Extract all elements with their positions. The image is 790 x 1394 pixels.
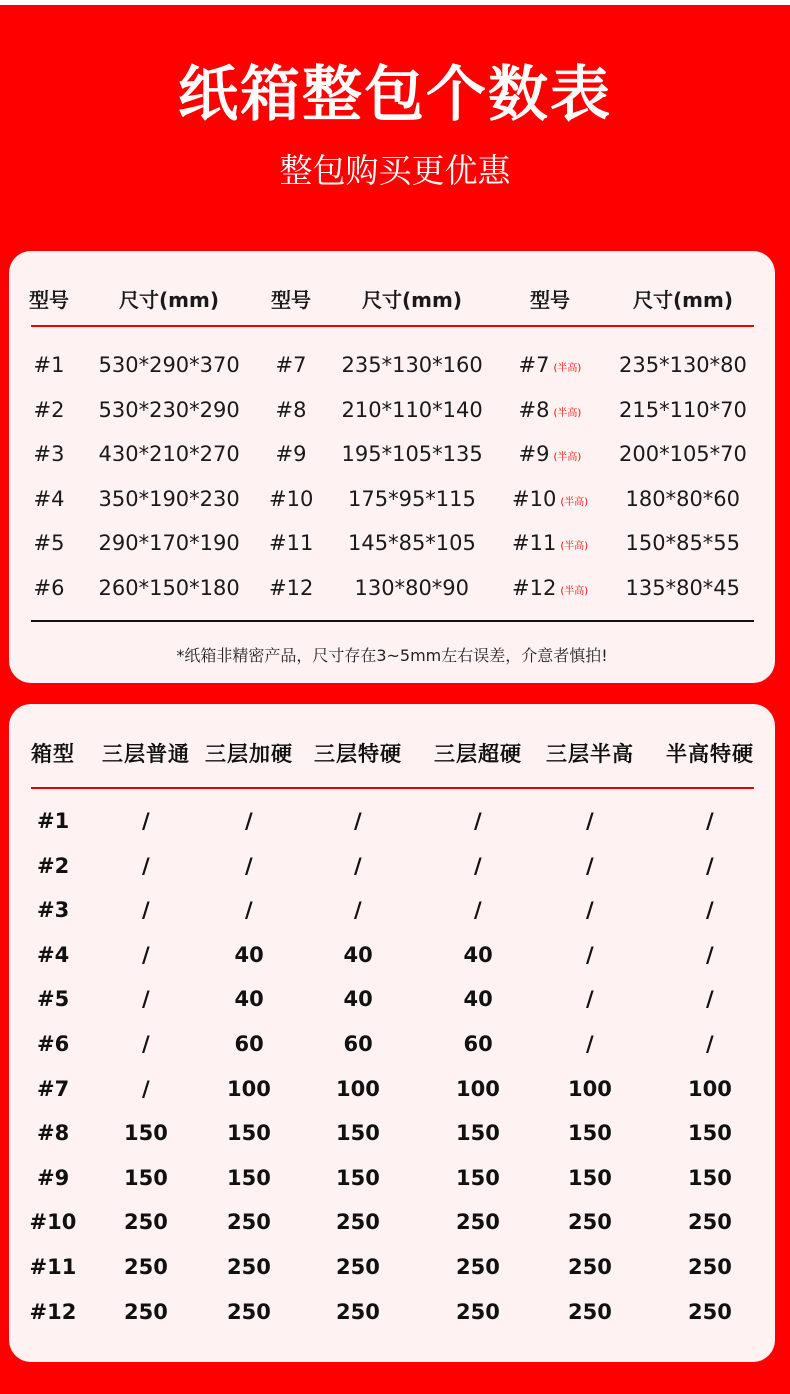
size-table-size: 195*105*135 — [341, 442, 483, 467]
size-table-model — [512, 531, 588, 555]
size-table-size: 135*80*45 — [625, 576, 741, 600]
model-number: #8 — [275, 397, 307, 422]
count-table-cell: 250 — [568, 1210, 612, 1235]
page-background — [0, 5, 790, 1394]
size-table-model — [34, 576, 65, 600]
model-number: #9 — [518, 442, 550, 467]
size-table-header: 型号 — [530, 287, 570, 312]
model-number: #12 — [269, 576, 314, 600]
count-table-box-type: #12 — [29, 1299, 77, 1324]
size-table-model — [512, 576, 588, 600]
count-table-cell: 150 — [227, 1165, 271, 1190]
model-number: #11 — [269, 531, 314, 556]
count-table-cell: / — [706, 1032, 714, 1056]
count-table-cell: 150 — [568, 1121, 612, 1146]
count-table-cell: 250 — [568, 1299, 612, 1324]
model-number: #5 — [33, 531, 65, 556]
size-table-model — [269, 531, 313, 555]
size-table-model — [276, 353, 307, 377]
size-table-header: 尺寸(mm) — [633, 287, 733, 312]
model-number: #7 — [275, 353, 307, 377]
size-table-size: 260*150*180 — [98, 576, 240, 600]
size-table-model — [34, 487, 65, 511]
size-table-size: 530*230*290 — [98, 397, 240, 422]
count-table-cell: / — [354, 853, 362, 878]
count-table-cell: 40 — [343, 942, 373, 967]
count-table-box-type: #4 — [37, 942, 70, 967]
count-table-box-type: #3 — [37, 898, 70, 923]
size-table-model — [519, 353, 582, 377]
count-table-cell: 40 — [463, 942, 493, 967]
model-number: #4 — [33, 486, 65, 511]
half-height-tag: (半高) — [560, 496, 589, 508]
count-table-cell: / — [706, 853, 714, 878]
count-table-cell: 60 — [234, 1032, 264, 1056]
count-table-cell: 150 — [688, 1121, 732, 1146]
count-table-cell: 100 — [227, 1076, 271, 1101]
count-table-cell: / — [474, 809, 482, 833]
count-table-cell: 150 — [227, 1121, 271, 1146]
count-table-cell: / — [142, 898, 150, 923]
count-table-cell: / — [354, 809, 362, 833]
count-table-cell: 250 — [124, 1255, 168, 1279]
count-table-cell: / — [706, 942, 714, 967]
size-table-card — [9, 251, 775, 683]
count-table-cell: 40 — [234, 987, 264, 1012]
size-table-size: 200*105*70 — [619, 442, 747, 467]
count-table-cell: / — [706, 987, 714, 1012]
count-table-box-type: #2 — [37, 853, 70, 878]
count-table-box-type: #10 — [29, 1210, 77, 1235]
count-table-cell: 150 — [568, 1165, 612, 1190]
size-table-size: 530*290*370 — [98, 353, 240, 377]
count-table-cell: 250 — [688, 1255, 732, 1279]
count-table-box-type: #1 — [37, 809, 70, 833]
model-number: #12 — [512, 576, 557, 600]
count-table-cell: 250 — [124, 1299, 168, 1324]
model-number: #7 — [518, 353, 550, 377]
size-table-header-divider — [31, 325, 754, 327]
count-table-cell: 250 — [688, 1299, 732, 1324]
count-table-cell: / — [586, 809, 594, 833]
count-table-cell: / — [586, 1032, 594, 1056]
size-table-model — [519, 398, 582, 422]
count-table-cell: 250 — [227, 1255, 271, 1279]
count-table-cell: / — [142, 1076, 150, 1101]
size-table-model — [519, 442, 582, 466]
count-table-cell: 60 — [343, 1032, 373, 1056]
count-table-cell: 100 — [336, 1076, 380, 1101]
size-table-header: 尺寸(mm) — [362, 287, 462, 312]
count-table-box-type: #8 — [37, 1121, 70, 1146]
size-table-size: 290*170*190 — [98, 531, 240, 556]
count-table-cell: 250 — [227, 1210, 271, 1235]
count-table-box-type: #11 — [29, 1255, 77, 1279]
model-number: #6 — [33, 576, 65, 600]
count-table-box-type: #7 — [37, 1076, 70, 1101]
count-table-cell: 40 — [343, 987, 373, 1012]
count-table-cell: 60 — [463, 1032, 493, 1056]
count-table-cell: / — [586, 853, 594, 878]
count-table-cell: 100 — [688, 1076, 732, 1101]
count-table-header: 三层普通 — [102, 742, 190, 766]
model-number: #2 — [33, 397, 65, 422]
count-table-cell: / — [706, 809, 714, 833]
size-table-size: 235*130*160 — [341, 353, 483, 377]
count-table-header-divider — [31, 787, 754, 789]
count-table-cell: 150 — [124, 1165, 168, 1190]
count-table-header: 半高特硬 — [666, 742, 754, 766]
size-table-model — [34, 531, 65, 555]
count-table-header: 三层超硬 — [434, 742, 522, 766]
count-table-cell: 40 — [463, 987, 493, 1012]
size-table-size: 145*85*105 — [348, 531, 476, 556]
count-table-cell: 100 — [568, 1076, 612, 1101]
model-number: #10 — [512, 486, 557, 511]
size-table-size: 180*80*60 — [625, 486, 741, 511]
count-table-cell: 150 — [124, 1121, 168, 1146]
page-subtitle: 整包购买更优惠 — [279, 151, 511, 190]
count-table-cell: 250 — [568, 1255, 612, 1279]
count-table-cell: 250 — [227, 1299, 271, 1324]
model-number: #8 — [518, 397, 550, 422]
size-table-header: 型号 — [29, 287, 69, 312]
half-height-tag: (半高) — [553, 452, 582, 464]
count-table-cell: 250 — [336, 1299, 380, 1324]
half-height-tag: (半高) — [553, 363, 582, 374]
size-table-note: *纸箱非精密产品，尺寸存在3~5mm左右误差，介意者慎拍! — [176, 646, 608, 665]
size-table-size: 235*130*80 — [619, 353, 747, 377]
count-table-cell: 250 — [688, 1210, 732, 1235]
count-table-card — [9, 704, 775, 1362]
half-height-tag: (半高) — [560, 541, 589, 553]
size-table-model — [512, 487, 588, 511]
count-table-cell: 250 — [336, 1210, 380, 1235]
count-table-cell: / — [245, 853, 253, 878]
count-table-cell: / — [142, 1032, 150, 1056]
page-title: 纸箱整包个数表 — [178, 60, 612, 130]
count-table-cell: / — [142, 809, 150, 833]
size-table-model — [276, 442, 307, 466]
model-number: #9 — [275, 442, 307, 467]
count-table-cell: / — [245, 898, 253, 923]
size-table-size: 175*95*115 — [348, 486, 476, 511]
size-table-model — [269, 487, 313, 511]
count-table-cell: / — [586, 942, 594, 967]
count-table-cell: / — [142, 942, 150, 967]
count-table-cell: 250 — [456, 1299, 500, 1324]
count-table-cell: / — [586, 898, 594, 923]
half-height-tag: (半高) — [553, 407, 582, 419]
model-number: #10 — [269, 486, 314, 511]
size-table-model — [34, 398, 65, 422]
count-table-cell: / — [245, 809, 253, 833]
count-table-cell: 250 — [456, 1255, 500, 1279]
count-table-cell: / — [354, 898, 362, 923]
size-table-header: 尺寸(mm) — [119, 287, 219, 312]
count-table-cell: / — [142, 853, 150, 878]
count-table-header: 三层加硬 — [205, 742, 293, 766]
count-table-cell: 150 — [688, 1165, 732, 1190]
size-table-header: 型号 — [271, 287, 311, 312]
model-number: #11 — [512, 531, 557, 556]
count-table-cell: 40 — [234, 942, 264, 967]
count-table-cell: 150 — [336, 1121, 380, 1146]
size-table-bottom-divider — [31, 620, 754, 622]
count-table-cell: / — [142, 987, 150, 1012]
count-table-cell: 150 — [336, 1165, 380, 1190]
size-table-size: 215*110*70 — [619, 397, 747, 422]
count-table-box-type: #6 — [37, 1032, 70, 1056]
half-height-tag: (半高) — [560, 586, 589, 597]
count-table-header: 三层半高 — [546, 742, 634, 766]
model-number: #1 — [33, 353, 65, 377]
count-table-cell: 150 — [456, 1121, 500, 1146]
size-table-model — [34, 353, 65, 377]
size-table-model — [269, 576, 313, 600]
count-table-cell: / — [586, 987, 594, 1012]
count-table-cell: 100 — [456, 1076, 500, 1101]
count-table-header: 箱型 — [31, 742, 75, 766]
size-table-size: 210*110*140 — [341, 397, 483, 422]
count-table-header: 三层特硬 — [314, 742, 402, 766]
size-table-size: 430*210*270 — [98, 442, 240, 467]
count-table-cell: 250 — [336, 1255, 380, 1279]
count-table-cell: / — [474, 898, 482, 923]
count-table-box-type: #9 — [37, 1165, 70, 1190]
count-table-cell: / — [706, 898, 714, 923]
size-table-size: 130*80*90 — [354, 576, 470, 600]
size-table-size: 150*85*55 — [625, 531, 741, 556]
count-table-cell: 250 — [456, 1210, 500, 1235]
size-table-size: 350*190*230 — [98, 486, 240, 511]
count-table-box-type: #5 — [37, 987, 70, 1012]
count-table-cell: / — [474, 853, 482, 878]
model-number: #3 — [33, 442, 65, 467]
size-table-model — [276, 398, 307, 422]
size-table-model — [34, 442, 65, 466]
count-table-cell: 250 — [124, 1210, 168, 1235]
count-table-cell: 150 — [456, 1165, 500, 1190]
